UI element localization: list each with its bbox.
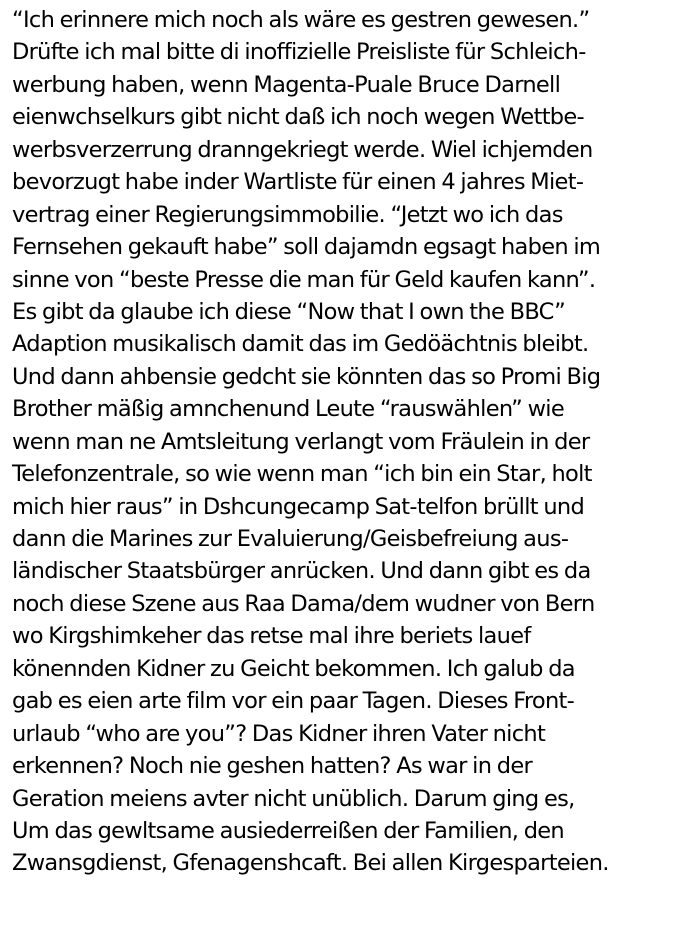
text-line-14: wenn man ne Amtsleitung verlangt vom Fräulein in der bbox=[12, 428, 590, 455]
body-text bbox=[12, 4, 680, 880]
text-line-7: vertrag einer Regierungsimmobilie. “Jetzt wo ich das bbox=[12, 201, 563, 228]
text-line-4: eienwchselkurs gibt nicht daß ich noch wegen Wettbe- bbox=[12, 104, 584, 131]
text-line-13: Brother mäßig amnchenund Leute “rauswählen” wie bbox=[12, 396, 564, 423]
text-line-23: urlaub “who are you”? Das Kidner ihren Vater nicht bbox=[12, 720, 546, 747]
text-line-8: Fernsehen gekauft habe” soll dajamdn egsagt haben im bbox=[12, 234, 601, 261]
text-line-2: Drüfte ich mal bitte di inoffizielle Preisliste für Schleich- bbox=[12, 39, 586, 66]
text-line-25: Geration meiens avter nicht unüblich. Darum ging es, bbox=[12, 785, 575, 812]
text-line-19: noch diese Szene aus Raa Dama/dem wudner von Bern bbox=[12, 590, 595, 617]
text-line-17: dann die Marines zur Evaluierung/Geisbefreiung aus- bbox=[12, 526, 569, 552]
text-line-10: Es gibt da glaube ich diese “Now that I own the BBC” bbox=[12, 298, 566, 325]
text-line-20: wo Kirgshimkeher das retse mal ihre beriets lauef bbox=[12, 623, 531, 650]
text-line-5: werbsverzerrung dranngekriegt werde. Wiel ichjemden bbox=[12, 136, 593, 163]
text-line-24: erkennen? Noch nie geshen hatten? As war in der bbox=[12, 753, 533, 780]
text-line-9: sinne von “beste Presse die man für Geld kaufen kann”. bbox=[12, 266, 596, 293]
text-line-18: ländischer Staatsbürger anrücken. Und dann gibt es da bbox=[12, 558, 591, 585]
text-line-6: bevorzugt habe inder Wartliste für einen 4 jahres Miet- bbox=[12, 169, 584, 196]
text-line-27: Zwansgdienst, Gfenagenshcaft. Bei allen Kirgesparteien. bbox=[12, 850, 609, 877]
text-line-11: Adaption musikalisch damit das im Gedöächtnis bleibt. bbox=[12, 331, 589, 358]
text-line-26: Um das gewltsame ausiederreißen der Familien, den bbox=[12, 817, 564, 844]
text-line-15: Telefonzentrale, so wie wenn man “ich bin ein Star, holt bbox=[12, 461, 592, 488]
text-line-1: “Ich erinnere mich noch als wäre es gestren gewesen.” bbox=[12, 7, 590, 33]
text-line-12: Und dann ahbensie gedcht sie könnten das so Promi Big bbox=[12, 363, 601, 390]
text-line-3: werbung haben, wenn Magenta-Puale Bruce Darnell bbox=[12, 71, 561, 98]
text-line-22: gab es eien arte film vor ein paar Tagen. Dieses Front- bbox=[12, 688, 575, 715]
text-line-21: könennden Kidner zu Geicht bekommen. Ich galub da bbox=[12, 655, 575, 682]
text-line-16: mich hier raus” in Dshcungecamp Sat-telfon brüllt und bbox=[12, 493, 585, 520]
